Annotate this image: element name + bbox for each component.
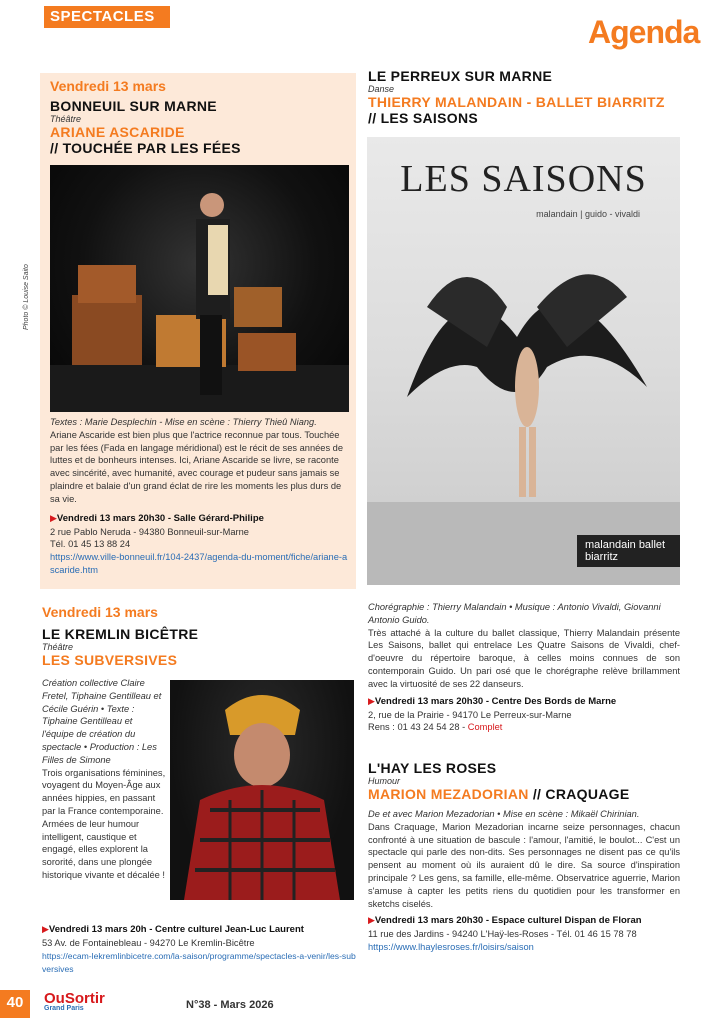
event-footer-kremlin — [42, 919, 358, 975]
event-credits: Textes : Marie Desplechin - Mise en scène : Thierry Thieû Niang. — [50, 417, 317, 427]
magazine-logo: OuSortir Grand Paris — [44, 990, 105, 1012]
triangle-icon: ▶ — [42, 924, 49, 934]
event-when-row — [368, 691, 680, 709]
event-day: Vendredi 13 mars — [50, 78, 166, 94]
agenda-logo: Agenda — [588, 14, 700, 50]
triangle-icon: ▶ — [50, 512, 57, 523]
event-phone-row — [368, 721, 680, 734]
event-artist: LES SUBVERSIVES — [42, 652, 178, 668]
event-artist: MARION MEZADORIAN — [368, 786, 529, 802]
event-description: Dans Craquage, Marion Mezadorian incarne seize personnages, chacun confronté à une situation de bascule : l'amour, l'amitié, le boulot... C'est un spectacle qui parle des non-dits. Ses personnages ne disent pas ce qu'ils pensent au moment où ils auraient dû le dire. Sa source d'inspiration principale ? Les gens, sa famille, elle-même. Observatrice aguerrie, Marion s'amuse à capter les petits riens du quotidien pour les transformer en sketchs ciselés. — [368, 821, 680, 909]
event-day: Vendredi 13 mars — [42, 604, 158, 620]
event-show: // TOUCHÉE PAR LES FÉES — [50, 140, 241, 156]
event-city: BONNEUIL SUR MARNE — [50, 98, 217, 114]
event-body-bonneuil — [50, 416, 350, 577]
event-address: 2 rue Pablo Neruda - 94380 Bonneuil-sur-Marne — [50, 526, 249, 537]
event-link[interactable]: https://www.ville-bonneuil.fr/104-2437/agenda-du-moment/fiche/ariane-ascaride.htm — [50, 552, 348, 575]
event-title-row — [368, 786, 680, 804]
triangle-icon: ▶ — [368, 915, 375, 926]
event-city: L'HAY LES ROSES — [368, 760, 497, 776]
poster-title: LES SAISONS — [400, 158, 647, 200]
event-when-row — [50, 508, 350, 526]
event-body-perreux — [368, 601, 680, 734]
triangle-icon: ▶ — [368, 695, 375, 706]
event-link[interactable]: https://ecam-lekremlinbicetre.com/la-saison/programme/spectacles-a-venir/les-subversives — [42, 950, 356, 974]
event-address: 2, rue de la Prairie - 94170 Le Perreux-sur-Marne — [368, 709, 572, 720]
event-genre: Théâtre — [42, 642, 74, 652]
photo-credit: Photo © Louise Saito — [23, 264, 30, 330]
event-when-row — [42, 919, 358, 937]
event-address: 11 rue des Jardins - 94240 L'Haÿ-les-Roses - Tél. 01 46 15 78 78 — [368, 929, 637, 940]
event-artist: ARIANE ASCARIDE — [50, 124, 185, 140]
section-tag: SPECTACLES — [44, 6, 170, 28]
poster-subtitle: malandain | guido - vivaldi — [536, 209, 640, 219]
status-badge: Complet — [467, 722, 503, 733]
event-genre: Humour — [368, 776, 401, 786]
event-when: Vendredi 13 mars 20h30 - Espace culturel Dispan de Floran — [374, 915, 642, 927]
event-description: Très attaché à la culture du ballet classique, Thierry Malandain présente Les Saisons, ballet qui entrelace Les Quatre Saisons de Vivaldi, chef-d'oeuvre du répertoire baroque, à celles moins connues de son contemporain Guido. Un pari osé que le chorégraphe relève brillamment avec la virtuosité de ses 22 danseurs. — [368, 627, 680, 689]
event-header-perreux — [368, 68, 688, 126]
event-city: LE PERREUX SUR MARNE — [368, 68, 553, 84]
event-header-lhay — [368, 760, 680, 804]
event-link[interactable]: https://www.lhaylesroses.fr/loisirs/saison — [368, 942, 534, 953]
page-number: 40 — [0, 990, 30, 1018]
event-when: Vendredi 13 mars 20h - Centre culturel Jean-Luc Laurent — [48, 924, 304, 935]
event-address: 53 Av. de Fontainebleau - 94270 Le Kremlin-Bicêtre — [42, 938, 255, 948]
event-header-kremlin — [42, 604, 362, 668]
event-genre: Danse — [368, 84, 395, 94]
event-when: Vendredi 13 mars 20h30 - Centre Des Bords de Marne — [374, 695, 617, 707]
event-when: Vendredi 13 mars 20h30 - Salle Gérard-Philipe — [56, 512, 264, 524]
event-show: // LES SAISONS — [368, 110, 478, 126]
event-credits: Chorégraphie : Thierry Malandain • Musique : Antonio Vivaldi, Giovanni Antonio Guido. — [368, 602, 661, 625]
event-city: LE KREMLIN BICÊTRE — [42, 626, 199, 642]
photo-ariane-ascaride — [50, 165, 349, 412]
issue-label: N°38 - Mars 2026 — [186, 999, 274, 1011]
photo-les-subversives — [170, 680, 354, 900]
event-header-bonneuil — [50, 78, 350, 156]
event-artist: THIERRY MALANDAIN - BALLET BIARRITZ — [368, 94, 665, 110]
event-genre: Théâtre — [50, 114, 82, 124]
event-phone: Rens : 01 43 24 54 28 - — [368, 722, 468, 733]
event-body-lhay — [368, 808, 680, 954]
event-credits: De et avec Marion Mezadorian • Mise en scène : Mikaël Chirinian. — [368, 809, 640, 819]
event-show: // CRAQUAGE — [528, 786, 630, 802]
event-description: Ariane Ascaride est bien plus que l'actrice reconnue par tous. Touchée par les fées (Fada en langage méridional) est le récit de ses années de luttes et de bonheurs intenses. Ici, Ariane Ascaride se livre, se raconte avec sincérité, avec humanité, avec courage et pudeur sans jamais se plaindre et balaie d'un grand éclat de rire les moments les plus durs de sa vie. — [50, 429, 344, 504]
event-description: Trois organisations féminines, voyagent du Moyen-Âge aux années hippies, en passant par la France contemporaine. Armées de leur humour intelligent, caustique et engagé, elles explorent la sororité, dans une plongée historique vivante et décalée ! — [42, 767, 166, 880]
event-body-kremlin — [42, 677, 166, 882]
event-credits: Création collective Claire Fretel, Tiphaine Gentilleau et Cécile Guérin • Texte : Tiphaine Gentilleau et l'équipe de création du spectacle • Production : Les Filles de Simone — [42, 678, 162, 765]
poster-les-saisons — [367, 137, 680, 585]
event-when-row — [368, 910, 680, 928]
event-phone: Tél. 01 45 13 88 24 — [50, 539, 131, 550]
poster-brand: malandain ballet biarritz — [577, 535, 680, 567]
